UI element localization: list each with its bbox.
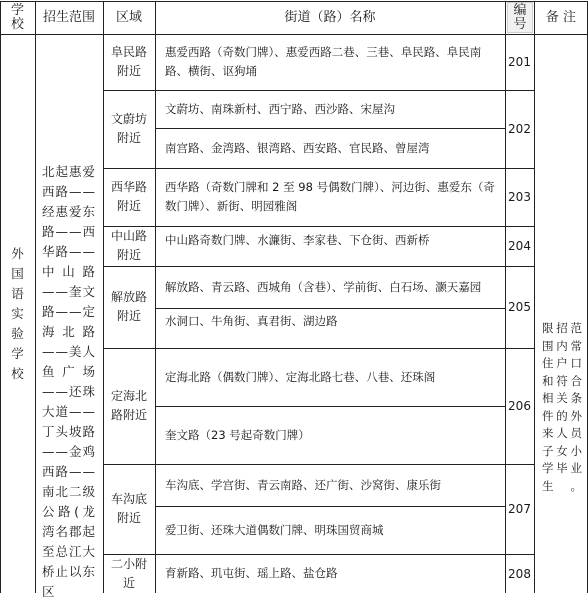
grid-line [103, 90, 534, 91]
header-number-text: 编号 [513, 2, 527, 32]
area-cell [103, 226, 155, 266]
header-range-text: 招生范围 [42, 9, 95, 25]
row-number: 202 [508, 122, 531, 136]
grid-line [155, 506, 505, 507]
note-cell [534, 34, 588, 593]
area-name: 车沟底附近 [110, 492, 147, 525]
area-name: 定海北路附近 [110, 389, 147, 422]
header-area [103, 1, 155, 34]
area-name: 二小附近 [110, 556, 147, 590]
enroll-range-text: 北起惠爱西路——经惠爱东路——西华路——中山路——奎文路——定海北路——美人鱼广场——还珠大道——丁头坡路——金鸡西路——南北二级公路(龙湾名郡起至总江大桥止以东区 [42, 164, 97, 599]
area-cell [103, 464, 155, 554]
number-cell [505, 348, 534, 464]
street-cell [155, 308, 505, 334]
note-text: 限招范围内常住户口和符合相关条件的外来人员子女小学毕业生。 [542, 321, 582, 493]
number-cell [505, 226, 534, 266]
row-number: 207 [508, 502, 531, 516]
school-name-cell [0, 34, 35, 593]
street-cell [155, 506, 505, 554]
header-note [534, 1, 588, 34]
area-cell [103, 90, 155, 168]
area-name: 文蔚坊附近 [110, 112, 147, 145]
area-cell [103, 554, 155, 593]
grid-line [103, 554, 534, 555]
grid-line [103, 226, 534, 227]
area-cell [103, 168, 155, 226]
header-number [507, 2, 533, 33]
grid-line [35, 1, 36, 593]
row-number: 205 [508, 300, 531, 314]
street-list: 中山路奇数门牌、水濂街、李家巷、下仓街、西新桥 [165, 232, 430, 247]
grid-line [155, 128, 505, 129]
number-cell [505, 266, 534, 348]
area-name: 解放路附近 [110, 290, 147, 323]
area-name: 西华路附近 [110, 180, 147, 213]
grid-line [0, 34, 588, 35]
row-number: 204 [508, 239, 531, 253]
header-school [0, 1, 35, 34]
street-cell [155, 406, 505, 464]
street-cell [155, 464, 505, 506]
street-list: 车沟底、学宫街、青云南路、还广街、沙窝街、康乐街 [165, 477, 441, 492]
row-number: 208 [508, 566, 531, 581]
grid-line [0, 1, 588, 2]
street-cell [155, 168, 505, 226]
number-cell [505, 90, 534, 168]
area-cell [103, 34, 155, 90]
street-cell [155, 90, 505, 128]
row-number: 201 [508, 55, 531, 69]
grid-line [103, 266, 534, 267]
grid-line [534, 1, 535, 593]
street-list: 爱卫街、还珠大道偶数门牌、明珠国贸商城 [165, 522, 384, 537]
header-school-text: 学校 [10, 2, 24, 32]
street-list: 西华路（奇数门牌和 2 至 98 号偶数门牌）、河边街、惠爱东（奇数门牌）、新街、明园雅阁 [165, 180, 495, 213]
grid-line [103, 464, 534, 465]
grid-line [155, 406, 505, 407]
grid-line [103, 168, 534, 169]
row-number: 206 [508, 399, 531, 413]
street-list: 惠爱西路（奇数门牌）、惠爱西路二巷、三巷、阜民路、阜民南路、横街、讴狗埇 [165, 45, 482, 78]
area-name: 阜民路附近 [110, 45, 147, 78]
street-cell [155, 266, 505, 308]
street-cell [155, 128, 505, 168]
street-list: 定海北路（偶数门牌）、定海北路七巷、八巷、还珠阁 [165, 369, 436, 384]
number-cell [505, 34, 534, 90]
header-street-text: 街道（路）名称 [284, 9, 376, 25]
header-street [155, 1, 505, 34]
street-cell [155, 34, 505, 90]
header-range [35, 1, 103, 34]
area-name: 中山路附近 [110, 229, 147, 262]
school-name: 外国语实验学校 [11, 245, 24, 381]
street-cell [155, 226, 505, 254]
grid-line [103, 348, 534, 349]
area-cell [103, 348, 155, 464]
street-list: 文蔚坊、南珠新村、西宁路、西沙路、宋屋沟 [165, 101, 395, 116]
street-list: 南宫路、金湾路、银湾路、西安路、官民路、曾屋湾 [165, 140, 430, 155]
street-list: 育新路、玑屯街、瑶上路、盐仓路 [165, 566, 338, 580]
row-number: 203 [508, 190, 531, 204]
header-area-text: 区域 [115, 9, 142, 25]
grid-line [155, 308, 505, 309]
street-list: 水洞口、牛角街、真君街、湖边路 [165, 313, 338, 328]
number-cell [505, 168, 534, 226]
grid-line [0, 1, 1, 593]
street-cell [155, 554, 505, 593]
street-list: 解放路、青云路、西城角（含巷）、学前街、白石场、灏天嘉园 [165, 279, 482, 294]
area-cell [103, 266, 155, 348]
street-cell [155, 348, 505, 406]
enroll-range-cell [35, 34, 103, 599]
number-cell [505, 554, 534, 593]
number-cell [505, 464, 534, 554]
header-note-text: 备 注 [545, 9, 577, 25]
street-list: 奎文路（23 号起奇数门牌） [165, 427, 310, 442]
